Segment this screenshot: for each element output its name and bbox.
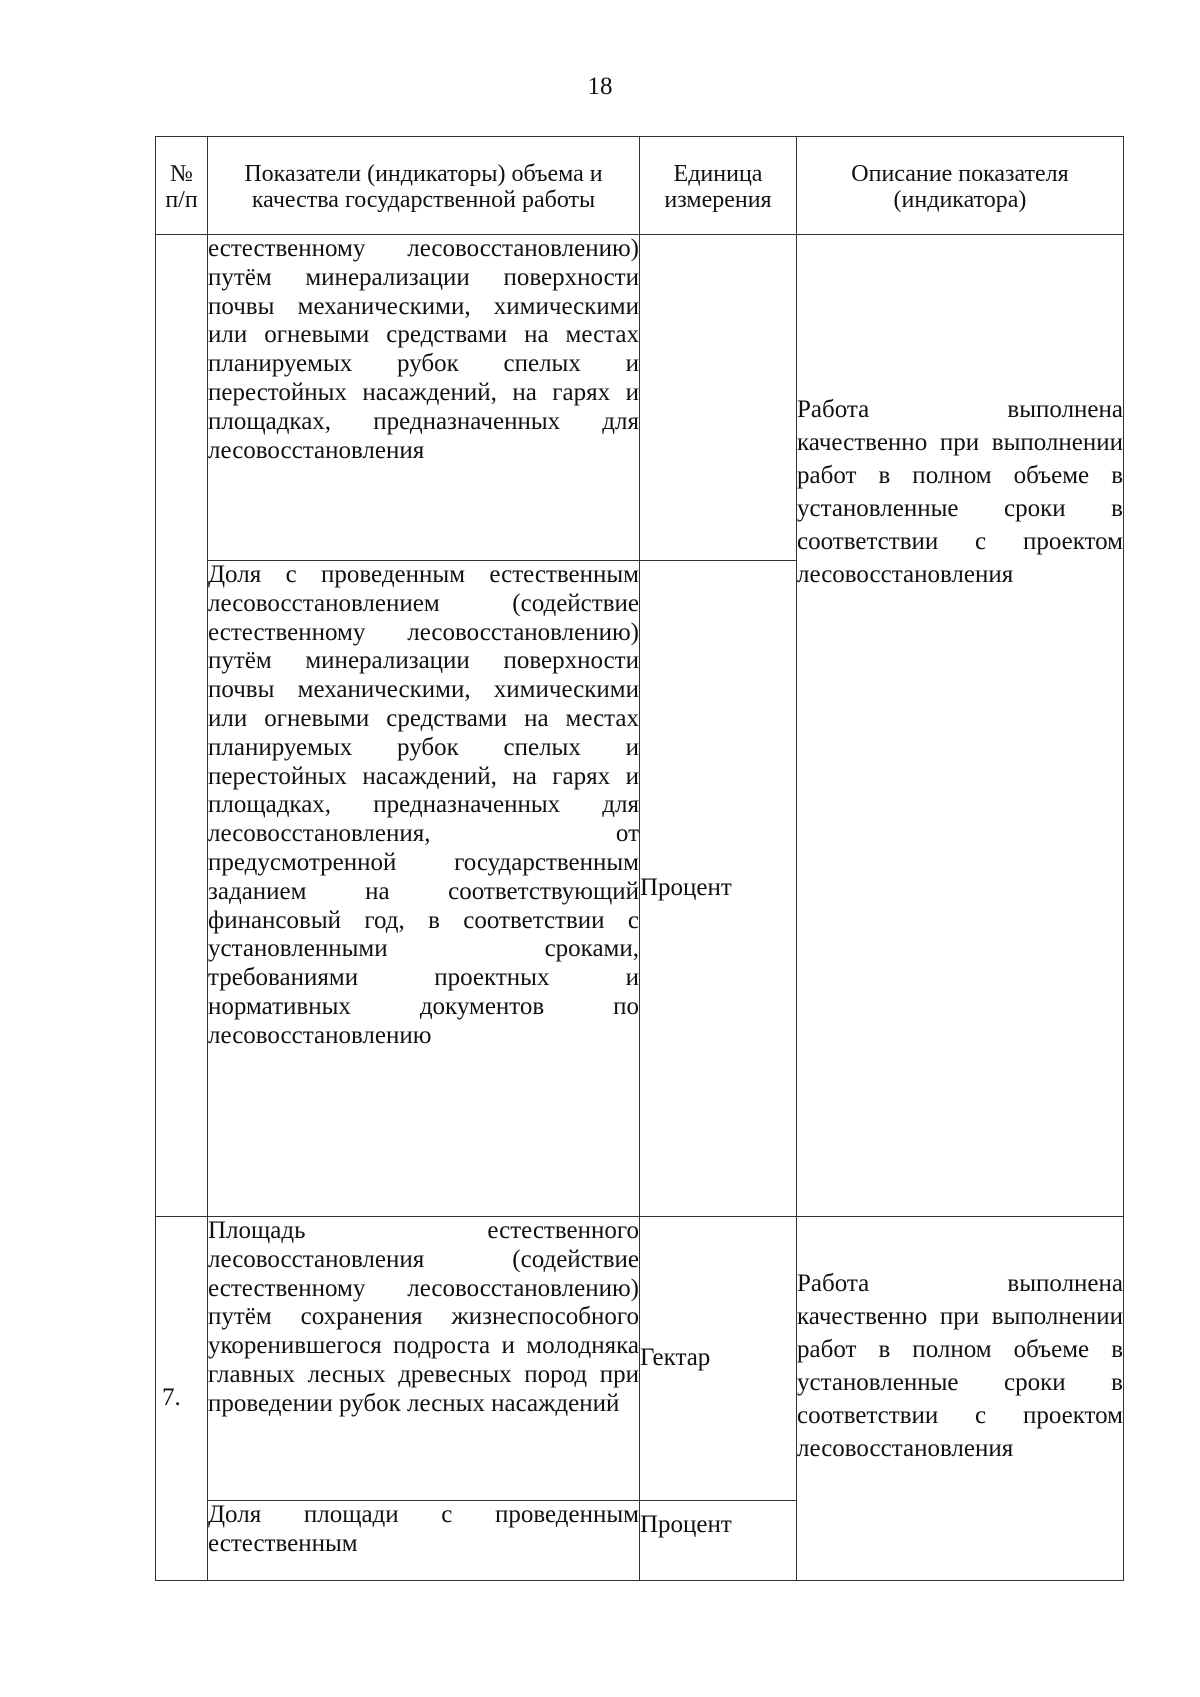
table-row: [156, 1217, 1124, 1501]
description-text: Работа выполнена качественно при выполнении работ в полном объеме в установленные сроки в соответствии с проектом лесовосстановления: [797, 396, 1123, 588]
indicator-cell: естественному лесовосстановлению) путём минерализации поверхности почвы механическими, химическими или огневыми средствами на местах планируемых рубок спелых и перестойных насаждений, на гарях и площадках, предназначенных для лесовосстановления: [208, 235, 640, 561]
unit-cell: Гектар: [640, 1217, 797, 1501]
description-cell: [797, 1217, 1124, 1581]
indicators-table: [155, 136, 1124, 1581]
header-unit: Единица измерения: [640, 137, 797, 235]
unit-cell: [640, 235, 797, 561]
header-num: № п/п: [156, 137, 208, 235]
num-cell-empty: [156, 235, 208, 1217]
page-number: 18: [587, 73, 613, 100]
indicator-cell: Доля площади с проведенным естественным: [208, 1501, 640, 1581]
indicator-cell: Площадь естественного лесовосстановления (содействие естественному лесовосстановлению) путём сохранения жизнеспособного укоренившегося подроста и молодняка главных лесных древесных пород при проведении рубок лесных насаждений: [208, 1217, 640, 1501]
unit-cell: Процент: [640, 1501, 797, 1581]
unit-cell: Процент: [640, 561, 797, 1217]
table-row: [156, 235, 1124, 561]
table-header-row: [156, 137, 1124, 235]
indicator-cell: Доля с проведенным естественным лесовосстановлением (содействие естественному лесовосстановлению) путём минерализации поверхности почвы механическими, химическими или огневыми средствами на местах планируемых рубок спелых и перестойных насаждений, на гарях и площадках, предназначенных для лесовосстановления, от предусмотренной государственным заданием на соответствующий финансовый год, в соответствии с установленными сроками, требованиями проектных и нормативных документов по лесовосстановлению: [208, 561, 640, 1217]
description-text: Работа выполнена качественно при выполнении работ в полном объеме в установленные сроки в соответствии с проектом лесовосстановления: [797, 1270, 1123, 1462]
header-description: Описание показателя (индикатора): [797, 137, 1124, 235]
header-indicator: Показатели (индикаторы) объема и качества государственной работы: [208, 137, 640, 235]
num-cell: 7.: [156, 1217, 208, 1581]
description-cell: [797, 235, 1124, 1217]
